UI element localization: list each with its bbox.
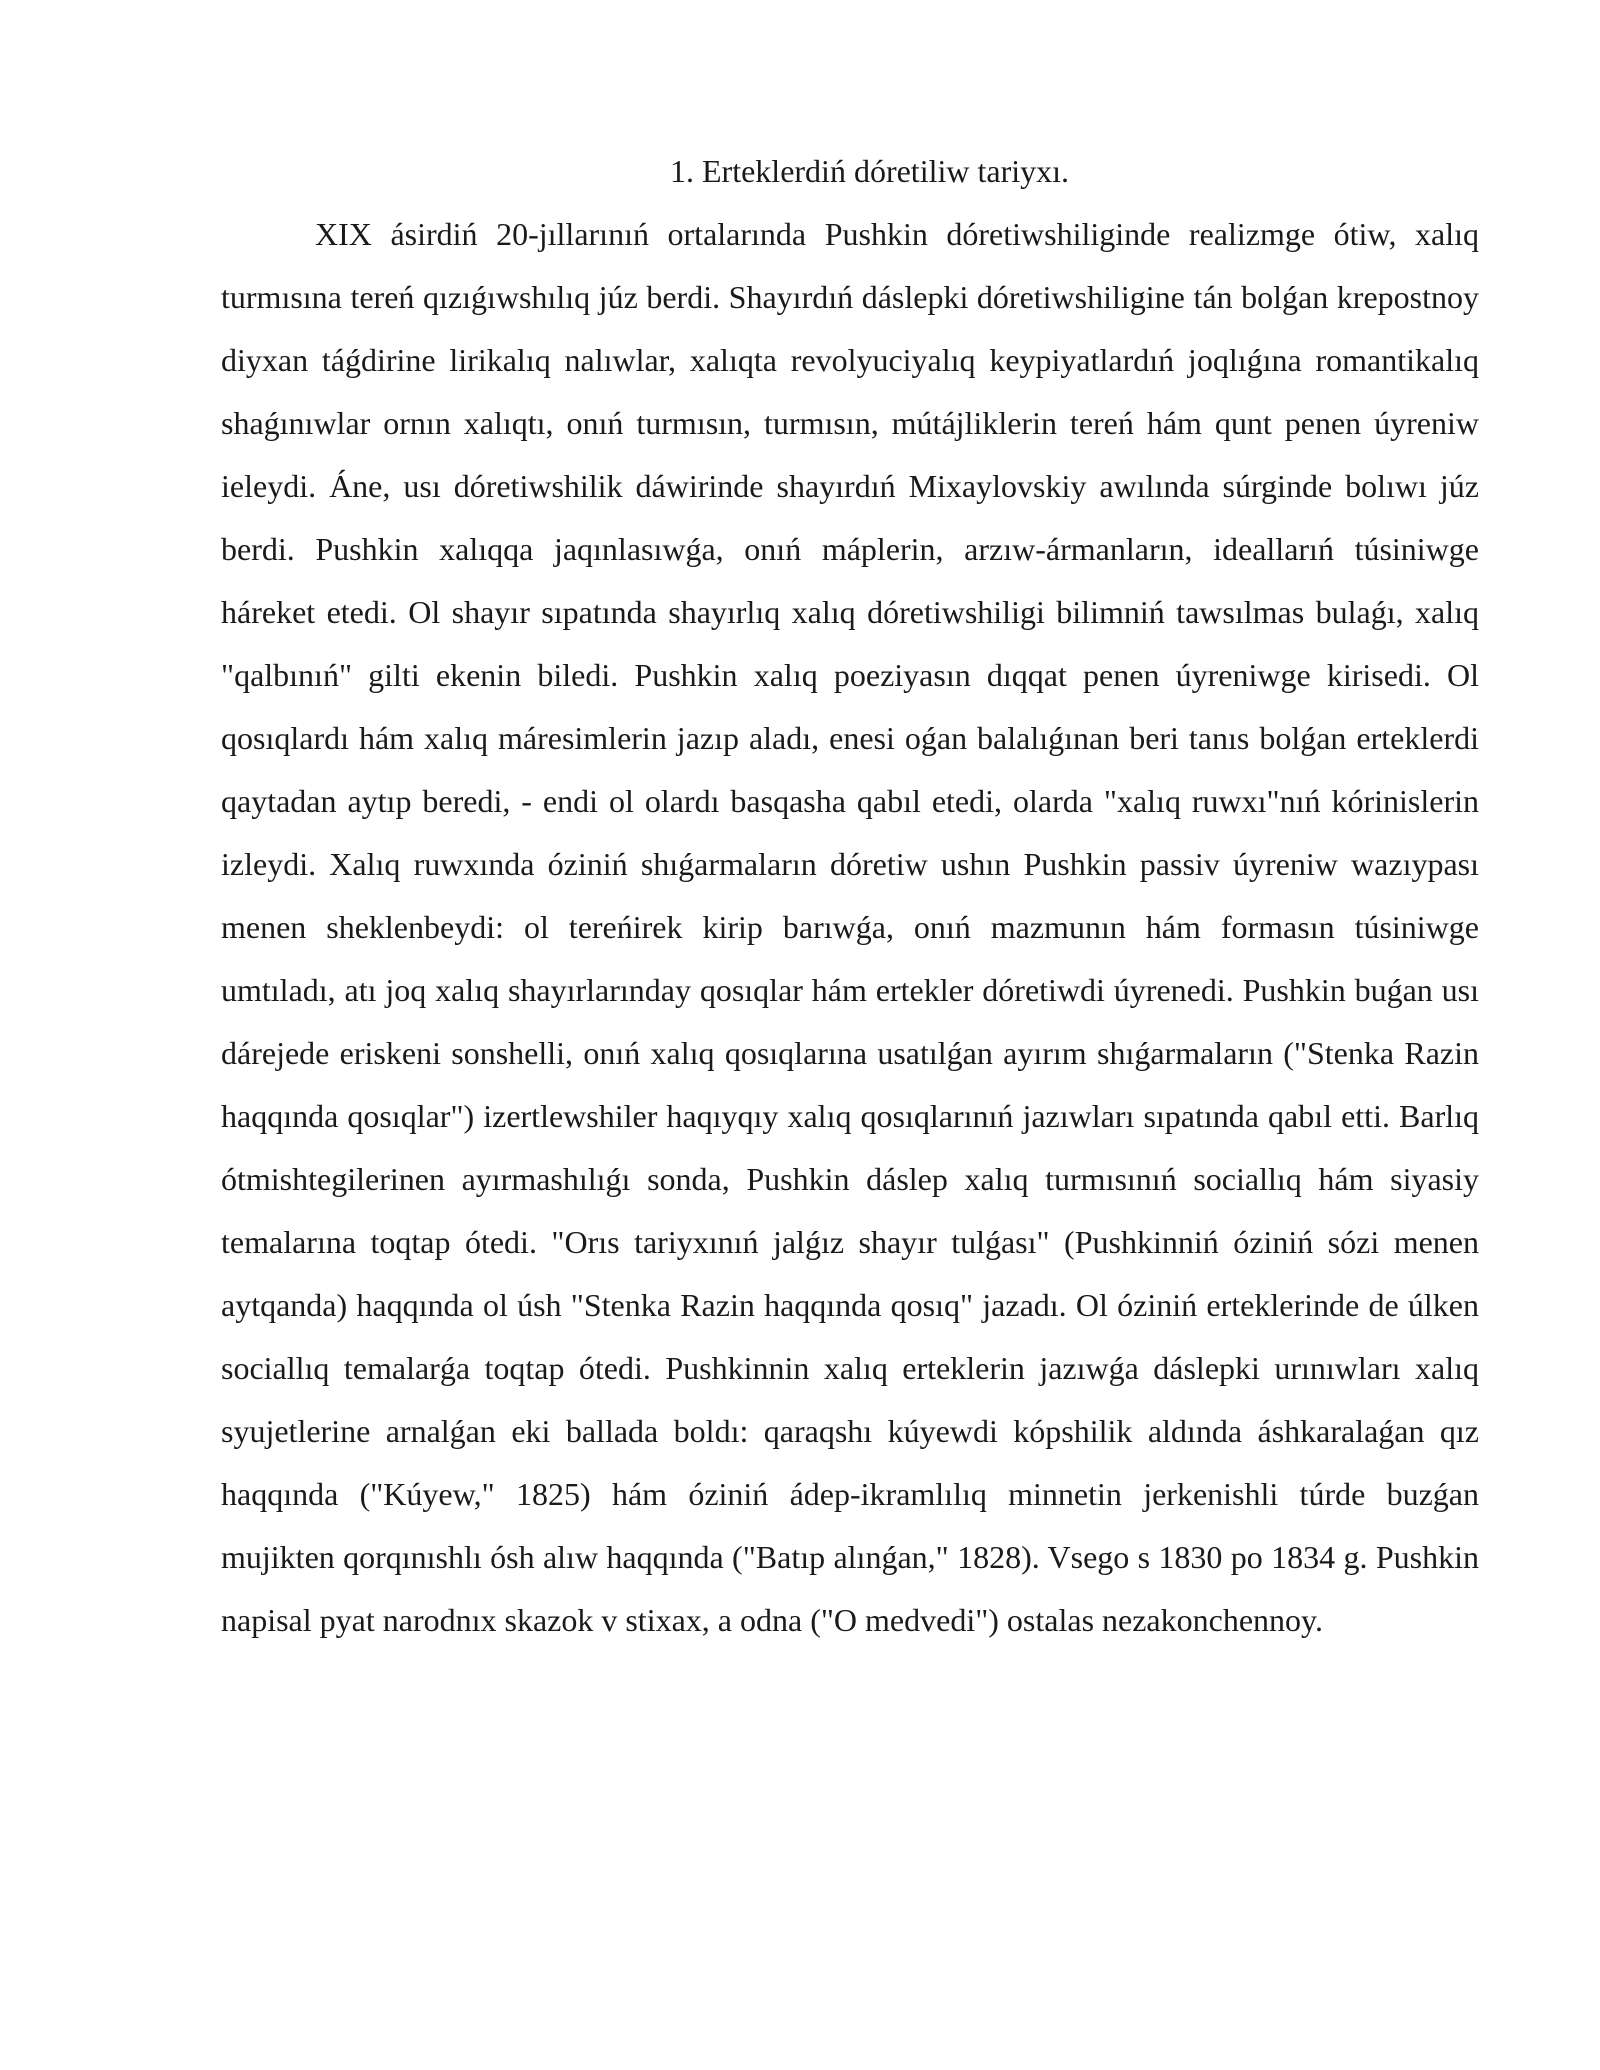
body-paragraph: XIX ásirdiń 20-jıllarınıń ortalarında Pushkin dóretiwshiliginde realizmge ótiw, xalıq turmısına tereń qızıǵıwshılıq júz berdi. Shayırdıń dáslepki dóretiwshiligine tán bolǵan krepostnoy diyxan táǵdirine lirikalıq nalıwlar, xalıqta revolyuciyalıq keypiyatlardıń joqlıǵına romantikalıq shaǵınıwlar ornın xalıqtı, onıń turmısın, turmısın, mútájliklerin tereń hám qunt penen úyreniw ieleydi. Áne, usı dóretiwshilik dáwirinde shayırdıń Mixaylovskiy awılında súrginde bolıwı júz berdi. Pushkin xalıqqa jaqınlasıwǵa, onıń máplerin, arzıw-ármanların, ideallarıń túsiniwge háreket etedi. Ol shayır sıpatında shayırlıq xalıq dóretiwshiligi bilimniń tawsılmas bulaǵı, xalıq "qalbınıń" gilti ekenin biledi. Pushkin xalıq poeziyasın dıqqat penen úyreniwge kirisedi. Ol qosıqlardı hám xalıq máresimlerin jazıp aladı, enesi oǵan balalıǵınan beri tanıs bolǵan erteklerdi qaytadan aytıp beredi, - endi ol olardı basqasha qabıl etedi, olarda "xalıq ruwxı"nıń kórinislerin izleydi. Xalıq ruwxında óziniń shıǵarmaların dóretiw ushın Pushkin passiv úyreniw wazıypası menen sheklenbeydi: ol tereńirek kirip barıwǵa, onıń mazmunın hám formasın túsiniwge umtıladı, atı joq xalıq shayırlarınday qosıqlar hám ertekler dóretiwdi úyrenedi. Pushkin buǵan usı dárejede eriskeni sonshelli, onıń xalıq qosıqlarına usatılǵan ayırım shıǵarmaların ("Stenka Razin haqqında qosıqlar") izertlewshiler haqıyqıy xalıq qosıqlarınıń jazıwları sıpatında qabıl etti. Barlıq ótmishtegilerinen ayırmashılıǵı sonda, Pushkin dáslep xalıq turmısınıń sociallıq hám siyasiy temalarına toqtap ótedi. "Orıs tariyxınıń jalǵız shayır tulǵası" (Pushkinniń óziniń sózi menen aytqanda) haqqında ol úsh "Stenka Razin haqqında qosıq" jazadı. Ol óziniń erteklerinde de úlken sociallıq temalarǵa toqtap ótedi. Pushkinnin xalıq erteklerin jazıwǵa dáslepki urınıwları xalıq syujetlerine arnalǵan eki ballada boldı: qaraqshı kúyewdi kópshilik aldında áshkaralaǵan qız haqqında ("Kúyew," 1825) hám óziniń ádep-ikramlılıq minnetin jerkenishli túrde buzǵan mujikten qorqınıshlı ósh alıw haqqında ("Batıp alınǵan," 1828). Vsego s 1830 po 1834 g. Pushkin napisal pyat narodnıx skazok v stixax, a odna ("O medvedi") ostalas nezakonchennoy. xyxy=(221,216,1479,1638)
document-body xyxy=(221,140,1479,1652)
section-heading: 1. Erteklerdiń dóretiliw tariyxı. xyxy=(670,153,1069,189)
